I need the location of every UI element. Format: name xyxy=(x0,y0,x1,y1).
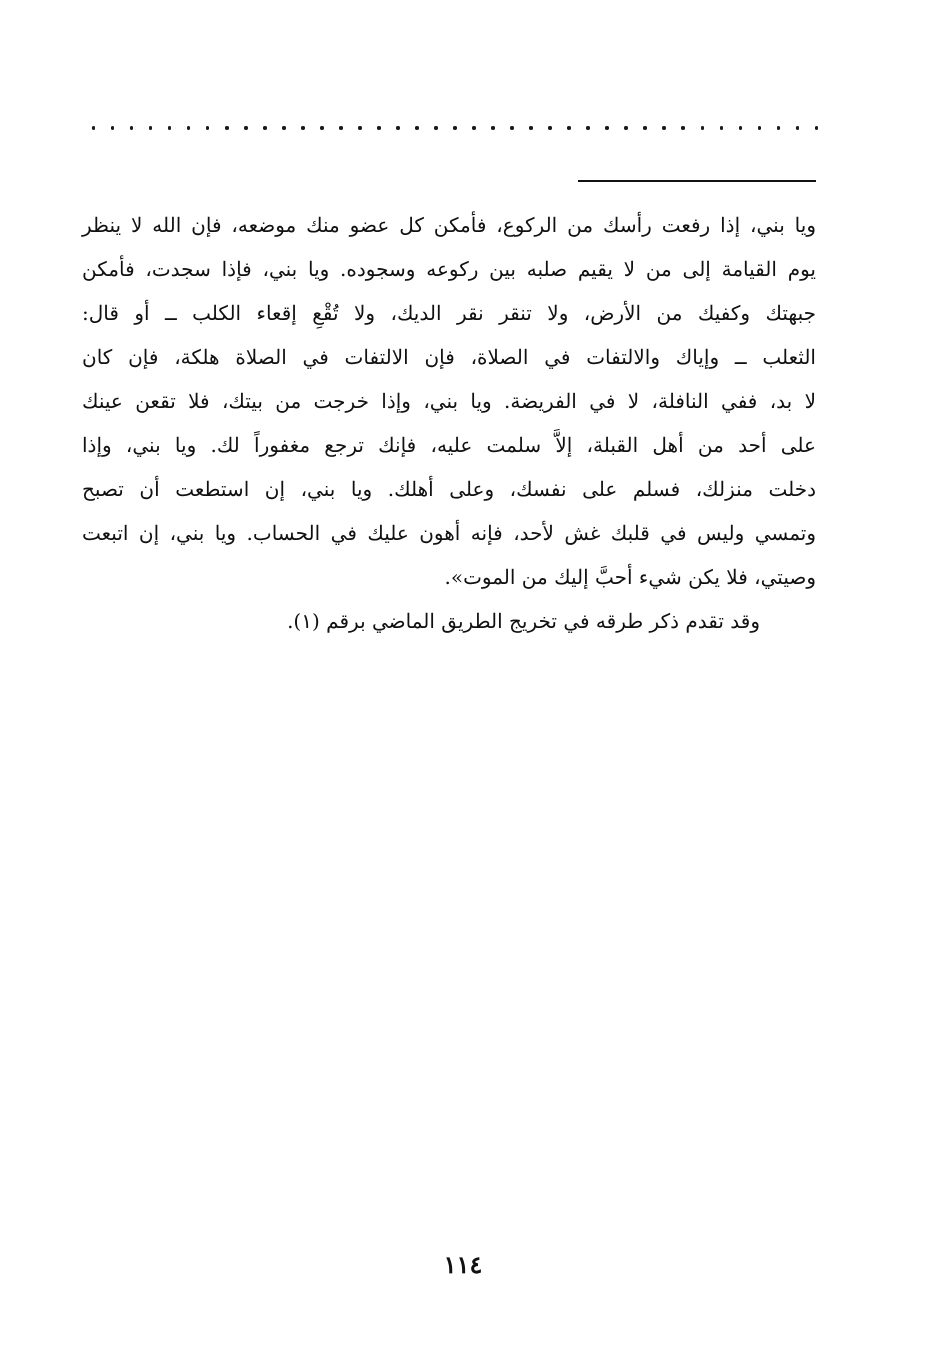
separator-dot xyxy=(415,126,418,129)
main-text xyxy=(82,203,816,643)
closing-line: وقد تقدم ذكر طرقه في تخريج الطريق الماضي برقم (١). xyxy=(287,609,760,633)
text-line-6: على أحد من أهل القبلة، إلاَّ سلمت عليه، فإنك ترجع مغفوراً لك. ويا بني، وإذا xyxy=(82,433,816,457)
separator-dot xyxy=(739,126,742,129)
separator-dot xyxy=(377,126,380,129)
separator-dot xyxy=(548,126,551,129)
separator-dot xyxy=(605,126,608,129)
separator-dot xyxy=(681,126,684,129)
separator-dot xyxy=(643,126,646,129)
separator-dot xyxy=(510,126,513,129)
separator-dot xyxy=(339,126,342,129)
separator-dot xyxy=(396,126,399,129)
separator-dot xyxy=(472,126,475,129)
text-line-1: ويا بني، إذا رفعت رأسك من الركوع، فأمكن كل عضو منك موضعه، فإن الله لا ينظر xyxy=(82,213,816,237)
separator-dot xyxy=(701,126,704,129)
text-line-3: جبهتك وكفيك من الأرض، ولا تنقر نقر الديك، ولا تُقْعِ إقعاء الكلب ــ أو قال: xyxy=(82,301,816,325)
separator-dot xyxy=(111,126,114,129)
text-line-4: الثعلب ــ وإياك والالتفات في الصلاة، فإن الالتفات في الصلاة هلكة، فإن كان xyxy=(82,345,816,369)
separator-dot xyxy=(796,126,799,129)
text-line-8: وتمسي وليس في قلبك غش لأحد، فإنه أهون عليك في الحساب. ويا بني، إن اتبعت xyxy=(82,521,816,545)
separator-dot xyxy=(244,126,247,129)
text-line-9: وصيتي، فلا يكن شيء أحبَّ إليك من الموت». xyxy=(444,565,816,589)
separator-dot xyxy=(149,126,152,129)
separator-dot xyxy=(815,126,818,129)
separator-dot xyxy=(168,126,171,129)
separator-dot xyxy=(263,126,266,129)
text-line-2: يوم القيامة إلى من لا يقيم صلبه بين ركوعه وسجوده. ويا بني، فإذا سجدت، فأمكن xyxy=(82,257,816,281)
separator-dot xyxy=(206,126,209,129)
separator-dot xyxy=(187,126,190,129)
separator-dot xyxy=(282,126,285,129)
separator-dot xyxy=(624,126,627,129)
separator-dot xyxy=(720,126,723,129)
separator-dot xyxy=(320,126,323,129)
separator-dot xyxy=(586,126,589,129)
separator-dot xyxy=(529,126,532,129)
text-line-7: دخلت منزلك، فسلم على نفسك، وعلى أهلك. ويا بني، إن استطعت أن تصبح xyxy=(82,477,816,501)
separator-dot xyxy=(358,126,361,129)
separator-dot xyxy=(491,126,494,129)
separator-dot xyxy=(662,126,665,129)
page-number: ١١٤ xyxy=(443,1250,483,1279)
separator-dot xyxy=(92,126,95,129)
separator-dot xyxy=(453,126,456,129)
separator-dot xyxy=(225,126,228,129)
header-rule xyxy=(578,180,816,182)
dotted-separator xyxy=(92,122,818,134)
separator-dot xyxy=(758,126,761,129)
separator-dot xyxy=(777,126,780,129)
separator-dot xyxy=(567,126,570,129)
separator-dot xyxy=(434,126,437,129)
separator-dot xyxy=(301,126,304,129)
text-line-5: لا بد، ففي النافلة، لا في الفريضة. ويا بني، وإذا خرجت من بيتك، فلا تقعن عينك xyxy=(82,389,816,413)
separator-dot xyxy=(130,126,133,129)
